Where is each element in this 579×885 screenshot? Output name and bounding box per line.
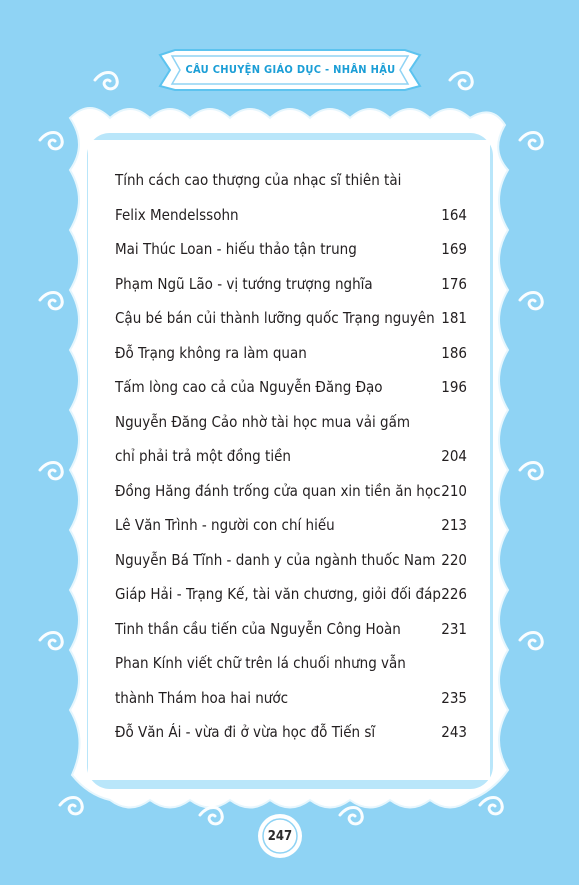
toc-entry <box>115 163 467 232</box>
toc-entry-title: Đỗ Văn Ái - vừa đi ở vừa học đỗ Tiến sĩ <box>115 723 376 741</box>
toc-entry <box>115 646 467 715</box>
toc-entry <box>115 715 467 750</box>
toc-entry-page: 210 <box>441 481 467 500</box>
toc-entry <box>115 612 467 647</box>
toc-entry-title: Tinh thần cầu tiến của Nguyễn Công Hoàn <box>115 619 401 638</box>
toc-entry-title: Giáp Hải - Trạng Kế, tài văn chương, giỏi đối đáp <box>115 585 441 603</box>
toc-entry-title: Đồng Hăng đánh trống cửa quan xin tiền ăn học <box>115 481 441 500</box>
toc-entry-title: chỉ phải trả một đồng tiền <box>115 447 291 465</box>
toc-entry-title: Felix Mendelssohn <box>115 205 239 224</box>
toc-entry-page: 213 <box>441 516 467 534</box>
toc-entry-page: 196 <box>441 378 467 396</box>
toc-entry-title: Nguyễn Bá Tĩnh - danh y của ngành thuốc Nam <box>115 550 436 569</box>
toc-entry-title: thành Thám hoa hai nước <box>115 688 289 707</box>
toc-entry-title: Mai Thúc Loan - hiếu thảo tận trung <box>115 240 357 258</box>
toc-entry <box>115 577 467 612</box>
toc-entry-page: 204 <box>441 447 467 465</box>
toc-entry <box>115 405 467 474</box>
toc-entry <box>115 508 467 543</box>
toc-entry-title: Cậu bé bán củi thành lưỡng quốc Trạng nguyên <box>115 309 435 327</box>
toc-entry <box>115 474 467 509</box>
toc-entry-title: Nguyễn Đăng Cảo nhờ tài học mua vải gấm <box>115 412 410 431</box>
toc-entry <box>115 267 467 302</box>
toc-entry-title: Phan Kính viết chữ trên lá chuối nhưng vẫn <box>115 654 406 672</box>
toc-entry-title: Lê Văn Trình - người con chí hiếu <box>115 516 335 534</box>
toc-entry-page: 176 <box>441 274 467 293</box>
toc-entry <box>115 232 467 267</box>
toc-entry <box>115 336 467 371</box>
toc-entry-title: Đỗ Trạng không ra làm quan <box>115 343 307 362</box>
toc-entry-page: 169 <box>441 240 467 258</box>
toc-entry-title: Tấm lòng cao cả của Nguyễn Đăng Đạo <box>115 378 383 396</box>
toc-entry <box>115 370 467 405</box>
toc-entry-page: 186 <box>441 343 467 362</box>
toc-entry-page: 226 <box>441 585 467 603</box>
toc-entry-page: 164 <box>441 205 467 224</box>
series-title: CÂU CHUYỆN GIÁO DỤC - NHÂN HẬU <box>185 62 396 76</box>
toc-entry <box>115 301 467 336</box>
toc-entry-page: 181 <box>441 309 467 327</box>
table-of-contents <box>115 163 467 750</box>
toc-entry <box>115 543 467 578</box>
toc-entry-page: 235 <box>441 688 467 707</box>
toc-entry-title: Tính cách cao thượng của nhạc sĩ thiên tài <box>115 171 402 189</box>
toc-entry-page: 220 <box>441 550 467 569</box>
toc-entry-page: 243 <box>441 723 467 741</box>
page-number: 247 <box>267 828 293 844</box>
toc-entry-title: Phạm Ngũ Lão - vị tướng trượng nghĩa <box>115 274 373 293</box>
toc-entry-page: 231 <box>441 619 467 638</box>
